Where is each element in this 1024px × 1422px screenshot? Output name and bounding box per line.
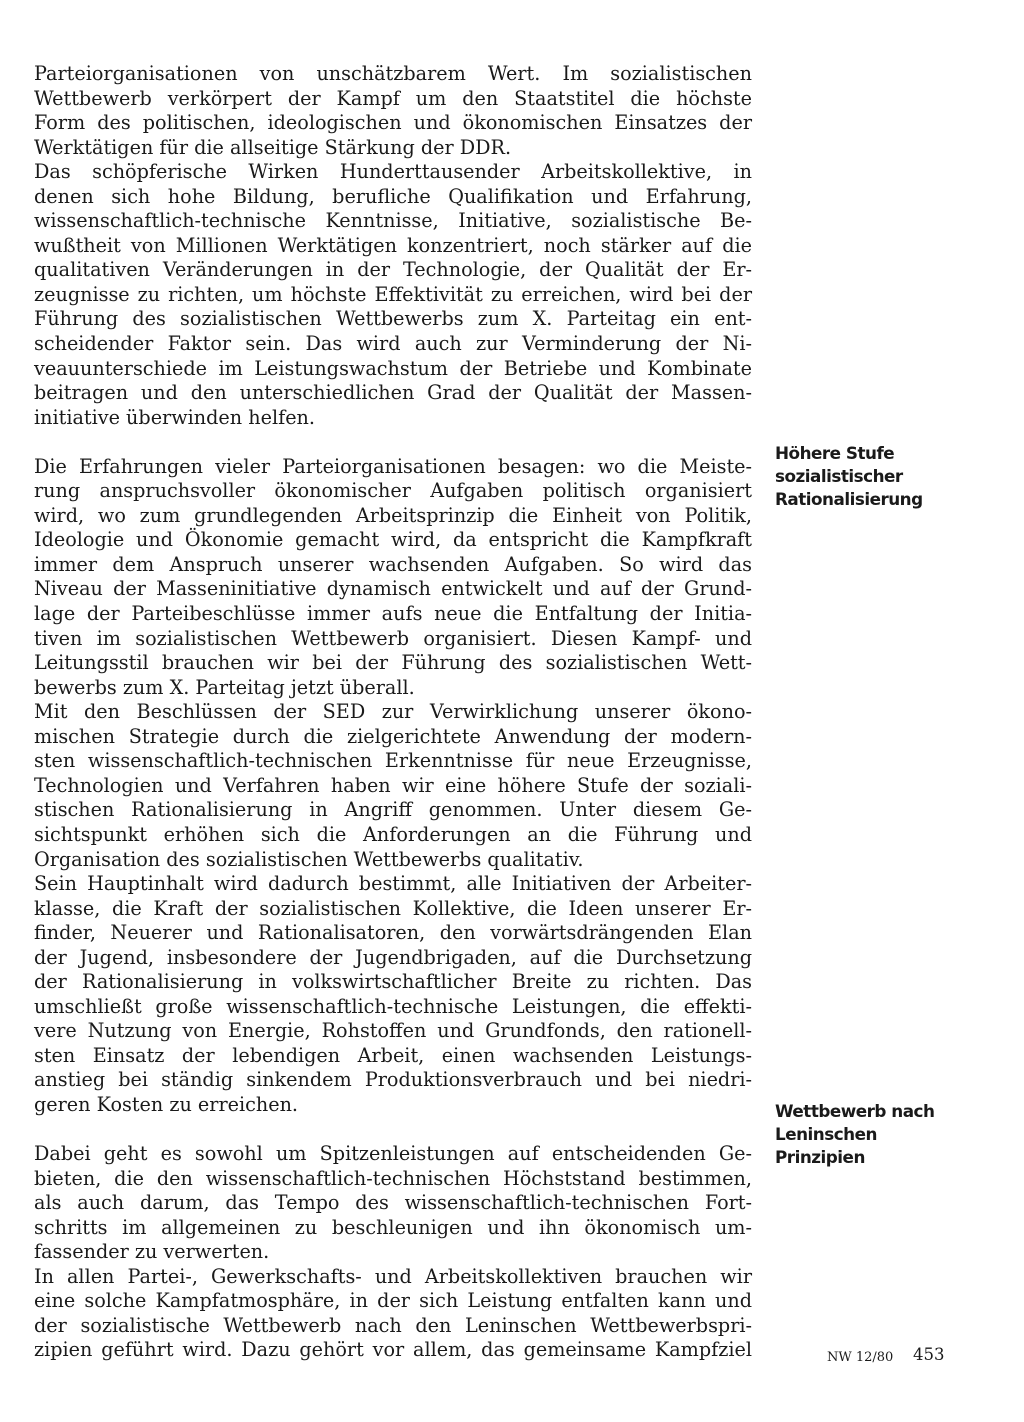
margin-heading-line: Höhere Stufe [775,443,895,463]
text-line: anstieg bei ständig sinkendem Produktionsverbrauch und bei niedri- [34,1068,752,1092]
text-line: geren Kosten zu erreichen. [34,1092,299,1116]
text-line: bieten, die den wissenschaftlich-technischen Höchststand bestimmen, [34,1166,752,1190]
text-line: Parteiorganisationen von unschätzbarem Wert. Im sozialistischen [34,62,752,85]
margin-heading [775,1100,975,1169]
text-line: der Jugend, insbesondere der Jugendbrigaden, auf die Durchsetzung [34,945,752,969]
text-line: sichtspunkt erhöhen sich die Anforderungen an die Führung und [34,822,752,846]
text-line: immer dem Anspruch unserer wachsenden Aufgaben. So wird das [34,552,752,576]
text-line: denen sich hohe Bildung, berufliche Qualifikation und Erfahrung, [34,184,752,208]
text-line: Die Erfahrungen vieler Parteiorganisationen besagen: wo die Meiste- [34,454,752,478]
text-line: Technologien und Verfahren haben wir eine höhere Stufe der soziali- [34,773,752,797]
text-line: Das schöpferische Wirken Hunderttausender Arbeitskollektive, in [34,160,752,184]
text-line: der sozialistische Wettbewerb nach den Leninschen Wettbewerbspri- [34,1313,752,1337]
text-line: Werktätigen für die allseitige Stärkung der DDR. [34,135,512,159]
text-line: beitragen und den unterschiedlichen Grad der Qualität der Massen- [34,381,752,405]
text-line: wird, wo zum grundlegenden Arbeitsprinzip die Einheit von Politik, [34,503,752,527]
text-line: initiative überwinden helfen. [34,405,316,429]
text-line: eine solche Kampfatmosphäre, in der sich Leistung entfalten kann und [34,1289,752,1313]
text-line: Form des politischen, ideologischen und ökonomischen Einsatzes der [34,111,752,135]
text-line: stischen Rationalisierung in Angriff genommen. Unter diesem Ge- [34,798,752,822]
text-line: Leitungsstil brauchen wir bei der Führung des sozialistischen Wett- [34,651,752,675]
text-line: Niveau der Masseninitiative dynamisch entwickelt und auf der Grund- [34,577,752,601]
text-line: rung anspruchsvoller ökonomischer Aufgaben politisch organisiert [34,479,752,503]
text-line: sten wissenschaftlich-technischen Erkenntnisse für neue Erzeugnisse, [34,749,752,773]
margin-heading-line: Leninschen [775,1124,877,1144]
text-line: In allen Partei-, Gewerkschafts- und Arbeitskollektiven brauchen wir [34,1264,752,1288]
text-line: fassender zu verwerten. [34,1240,270,1264]
main-text-column [34,62,752,1363]
text-line: bewerbs zum X. Parteitag jetzt überall. [34,675,415,699]
margin-heading-line: Prinzipien [775,1147,865,1167]
text-line: mischen Strategie durch die zielgerichtete Anwendung der modern- [34,724,752,748]
text-line: klasse, die Kraft der sozialistischen Kollektive, die Ideen unserer Er- [34,896,752,920]
text-line: zeugnisse zu richten, um höchste Effektivität zu erreichen, wird bei der [34,282,752,306]
text-line: Sein Hauptinhalt wird dadurch bestimmt, alle Initiativen der Arbeiter- [34,872,752,896]
text-line: finder, Neuerer und Rationalisatoren, den vorwärtsdrängenden Elan [34,921,752,945]
margin-heading-line: Rationalisierung [775,489,923,509]
page-number: 453 [913,1345,945,1364]
text-line: zipien geführt wird. Dazu gehört vor allem, das gemeinsame Kampfziel [34,1338,752,1362]
text-line: vere Nutzung von Energie, Rohstoffen und Grundfonds, den rationell- [34,1019,752,1043]
text-line: tiven im sozialistischen Wettbewerb organisiert. Diesen Kampf- und [34,626,752,650]
text-line: wissenschaftlich-technische Kenntnisse, Initiative, sozialistische Be- [34,209,752,233]
text-line: qualitativen Veränderungen in der Technologie, der Qualität der Er- [34,258,752,282]
text-line: scheidender Faktor sein. Das wird auch zur Verminderung der Ni- [34,332,752,356]
text-line: der Rationalisierung in volkswirtschaftlicher Breite zu richten. Das [34,970,752,994]
margin-heading-line: Wettbewerb nach [775,1101,935,1121]
margin-heading-line: sozialistischer [775,466,903,486]
text-line: veauunterschiede im Leistungswachstum der Betriebe und Kombinate [34,356,752,380]
text-line: als auch darum, das Tempo des wissenschaftlich-technischen Fort- [34,1191,752,1215]
text-line: schritts im allgemeinen zu beschleunigen und ihn ökonomisch um- [34,1215,752,1239]
text-line: Dabei geht es sowohl um Spitzenleistungen auf entscheidenden Ge- [34,1142,752,1166]
text-line: umschließt große wissenschaftlich-technische Leistungen, die effekti- [34,994,752,1018]
text-line: Führung des sozialistischen Wettbewerbs zum X. Parteitag ein ent- [34,307,752,331]
text-line: Organisation des sozialistischen Wettbewerbs qualitativ. [34,847,584,871]
paragraph-gap [34,1118,752,1143]
margin-heading [775,442,975,511]
text-line: lage der Parteibeschlüsse immer aufs neue die Entfaltung der Initia- [34,602,752,626]
text-line: wußtheit von Millionen Werktätigen konzentriert, noch stärker auf die [34,233,752,257]
paragraph-gap [34,430,752,455]
text-line: sten Einsatz der lebendigen Arbeit, einen wachsenden Leistungs- [34,1043,752,1067]
text-line: Wettbewerb verkörpert der Kampf um den Staatstitel die höchste [34,86,752,110]
text-line: Ideologie und Ökonomie gemacht wird, da entspricht die Kampfkraft [34,528,752,552]
text-line: Mit den Beschlüssen der SED zur Verwirklichung unserer ökono- [34,700,752,724]
journal-reference: NW 12/80 [827,1350,894,1365]
